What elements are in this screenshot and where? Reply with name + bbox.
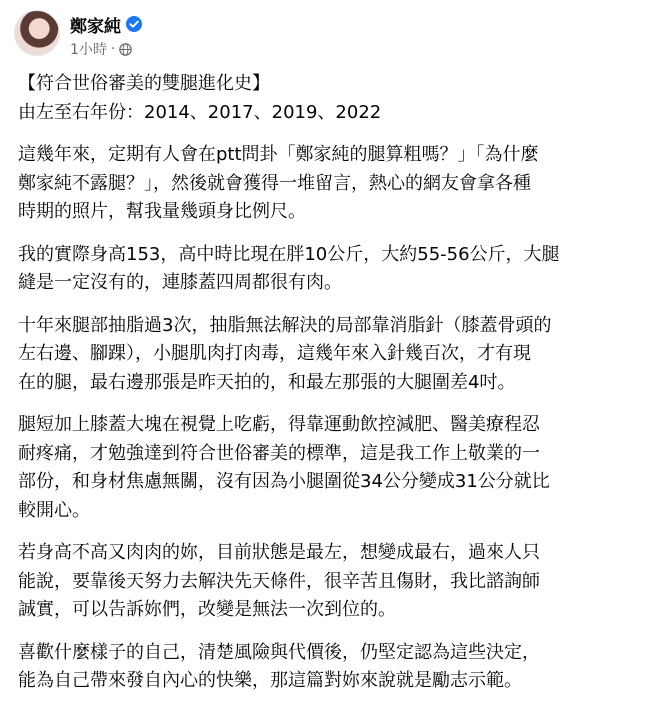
text-line: 喜歡什麼樣子的自己，清楚風險與代價後，仍堅定認為這些決定， — [18, 641, 540, 663]
post-header — [14, 10, 142, 60]
text-line: 能為自己帶來發自內心的快樂，那這篇對妳來說就是勵志示範。 — [18, 670, 522, 691]
text-line: 縫是一定沒有的，連膝蓋四周都很有肉。 — [18, 272, 342, 293]
text-line: 誠實，可以告訴妳們，改變是無法一次到位的。 — [18, 599, 396, 620]
paragraph — [18, 141, 640, 227]
paragraph — [18, 312, 640, 398]
text-line: 左右邊、腳踝），小腿肌肉打肉毒，這幾年來入針幾百次，才有現 — [18, 343, 531, 364]
separator: · — [110, 41, 116, 57]
globe-icon[interactable] — [119, 43, 132, 56]
text-line: 在的腿，最右邊那張是昨天拍的，和最左那張的大腿圍差4吋。 — [18, 371, 516, 393]
avatar[interactable] — [14, 10, 60, 56]
text-line: 我的實際身高153，高中時比現在胖10公斤，大約55-56公斤，大腿 — [18, 243, 560, 265]
text-line: 耐疼痛，才勉強達到符合世俗審美的標準，這是我工作上敬業的一 — [18, 442, 540, 464]
text-line: 鄭家純不露腿？」，然後就會獲得一堆留言，熱心的網友會拿各種 — [18, 172, 531, 194]
post-subtitle: 由左至右年份：2014、2017、2019、2022 — [18, 101, 382, 123]
text-line: 十年來腿部抽脂過3次，抽脂無法解決的局部靠消脂針（膝蓋骨頭的 — [18, 314, 552, 336]
text-line: 部份，和身材焦慮無關，沒有因為小腿圍從34公分變成31公分就比 — [18, 471, 550, 492]
post-meta — [70, 10, 142, 59]
author-name[interactable]: 鄭家純 — [70, 16, 121, 37]
post-body — [18, 70, 640, 710]
text-line: 這幾年來，定期有人會在ptt問卦「鄭家純的腿算粗嗎？」「為什麼 — [18, 144, 539, 165]
text-line: 能說，要靠後天努力去解決先天條件，很辛苦且傷財，我比諮詢師 — [18, 570, 540, 592]
timestamp-row — [70, 39, 142, 59]
author-row — [70, 12, 142, 36]
paragraph — [18, 539, 640, 625]
text-line: 若身高不高又肉肉的妳，目前狀態是最左，想變成最右，過來人只 — [18, 542, 540, 563]
paragraph — [18, 639, 640, 696]
text-line: 較開心。 — [18, 499, 90, 521]
verified-badge-icon — [126, 16, 142, 32]
text-line: 時期的照片，幫我量幾頭身比例尺。 — [18, 201, 306, 222]
paragraph — [18, 411, 640, 525]
post-timestamp[interactable]: 1小時 — [70, 42, 107, 58]
text-line: 腿短加上膝蓋大塊在視覺上吃虧，得靠運動飲控減肥、醫美療程忍 — [18, 414, 540, 435]
post-title: 【符合世俗審美的雙腿進化史】 — [18, 73, 270, 94]
paragraph — [18, 70, 640, 127]
paragraph — [18, 241, 640, 298]
